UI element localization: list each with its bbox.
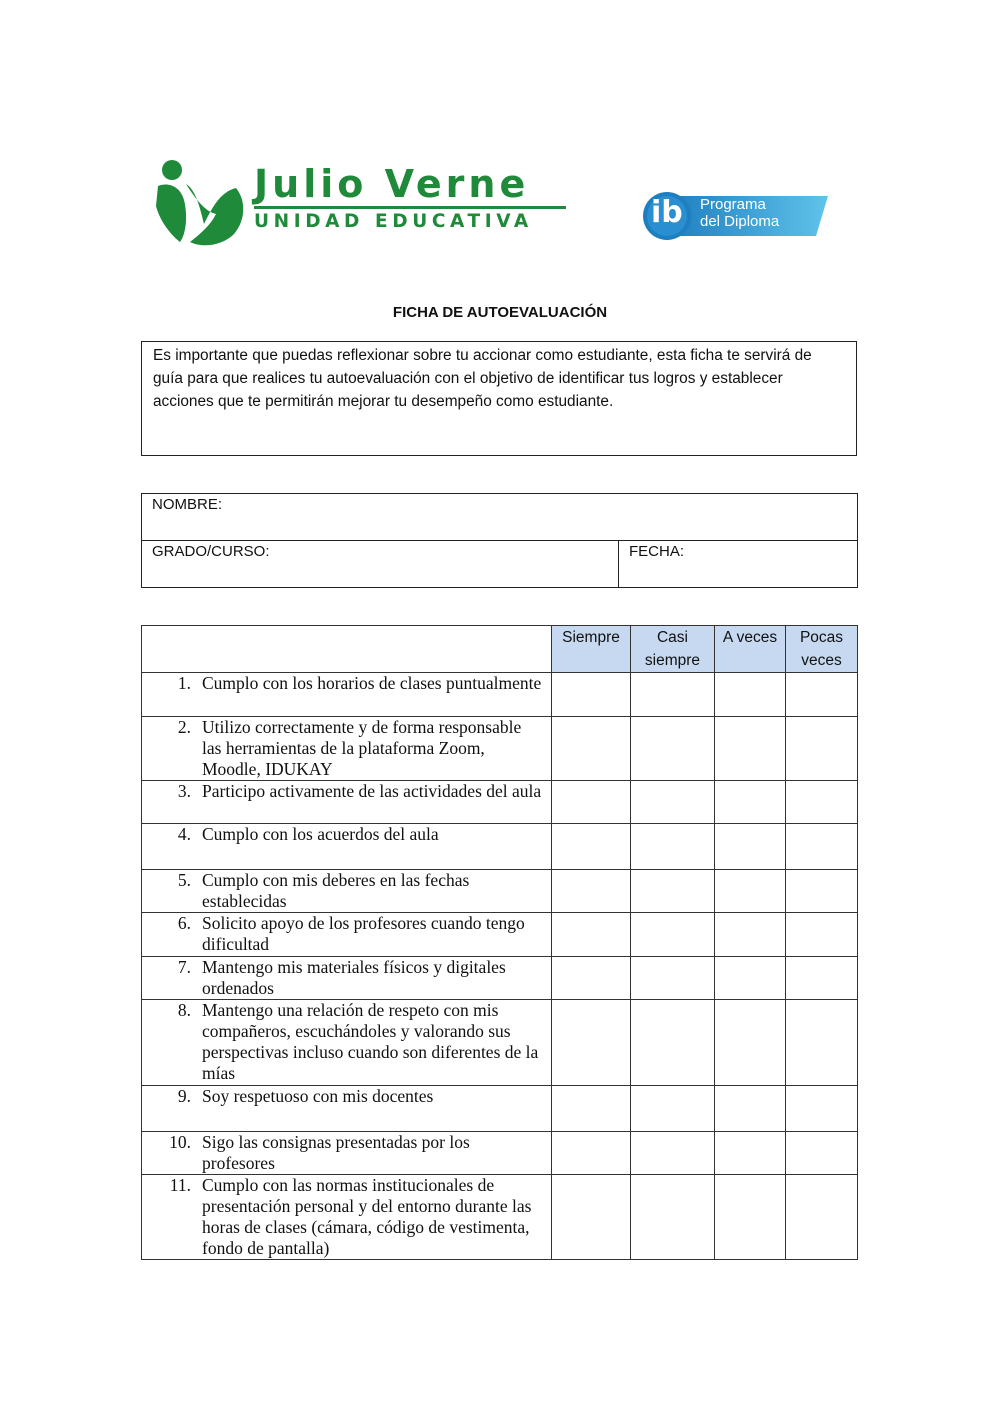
ib-line-1: Programa — [700, 196, 766, 213]
statement-cell — [142, 1000, 552, 1086]
option-cell-a-veces[interactable] — [715, 717, 786, 781]
table-row — [142, 673, 858, 717]
option-cell-siempre[interactable] — [552, 673, 631, 717]
row-text: Sigo las consignas presentadas por los profesores — [202, 1132, 470, 1173]
student-info-table — [141, 493, 858, 588]
option-cell-siempre[interactable] — [552, 870, 631, 913]
row-number: 3. — [177, 781, 191, 801]
statement-cell — [142, 913, 552, 957]
option-cell-a-veces[interactable] — [715, 1000, 786, 1086]
option-cell-a-veces[interactable] — [715, 957, 786, 1000]
row-text: Mantengo mis materiales físicos y digitales ordenados — [202, 957, 506, 998]
option-cell-pocas-veces[interactable] — [786, 913, 858, 957]
row-text: Solicito apoyo de los profesores cuando tengo dificultad — [202, 913, 525, 954]
option-cell-pocas-veces[interactable] — [786, 673, 858, 717]
option-cell-casi-siempre[interactable] — [631, 870, 715, 913]
row-number: 11. — [169, 1175, 191, 1195]
name-label: NOMBRE: — [152, 496, 223, 513]
table-row — [142, 957, 858, 1000]
logo-rule — [254, 206, 566, 209]
ib-program-text — [700, 196, 779, 230]
option-cell-casi-siempre[interactable] — [631, 957, 715, 1000]
table-header-row — [142, 626, 858, 673]
option-cell-casi-siempre[interactable] — [631, 1132, 715, 1175]
row-number: 5. — [177, 870, 191, 890]
option-cell-a-veces[interactable] — [715, 1132, 786, 1175]
statement-cell — [142, 1086, 552, 1132]
option-cell-siempre[interactable] — [552, 957, 631, 1000]
table-row — [142, 1132, 858, 1175]
table-row — [142, 717, 858, 781]
intro-box — [141, 341, 857, 456]
ib-line-2: del Diploma — [700, 213, 780, 230]
option-cell-pocas-veces[interactable] — [786, 1000, 858, 1086]
ib-logo — [640, 190, 830, 242]
row-number: 6. — [177, 913, 191, 933]
col-header-casi-siempre: Casi siempre — [631, 626, 715, 673]
option-cell-a-veces[interactable] — [715, 870, 786, 913]
option-cell-siempre[interactable] — [552, 1000, 631, 1086]
school-subtitle: UNIDAD EDUCATIVA — [254, 211, 533, 232]
row-number: 2. — [177, 717, 191, 737]
col-header-a-veces: A veces — [715, 626, 786, 673]
option-cell-pocas-veces[interactable] — [786, 717, 858, 781]
option-cell-a-veces[interactable] — [715, 1175, 786, 1260]
option-cell-a-veces[interactable] — [715, 1086, 786, 1132]
option-cell-casi-siempre[interactable] — [631, 717, 715, 781]
option-cell-casi-siempre[interactable] — [631, 673, 715, 717]
option-cell-pocas-veces[interactable] — [786, 781, 858, 824]
col-header-siempre: Siempre — [552, 626, 631, 673]
row-number: 4. — [177, 824, 191, 844]
statement-cell — [142, 1175, 552, 1260]
date-field[interactable] — [619, 541, 858, 588]
option-cell-a-veces[interactable] — [715, 673, 786, 717]
row-text: Mantengo una relación de respeto con mis compañeros, escuchándoles y valorando sus perspectivas incluso cuando son diferentes de la mías — [202, 1000, 539, 1083]
option-cell-casi-siempre[interactable] — [631, 1175, 715, 1260]
row-text: Cumplo con mis deberes en las fechas establecidas — [202, 870, 470, 911]
option-cell-siempre[interactable] — [552, 1175, 631, 1260]
option-cell-siempre[interactable] — [552, 1086, 631, 1132]
page-title: FICHA DE AUTOEVALUACIÓN — [392, 304, 608, 321]
statement-cell — [142, 673, 552, 717]
school-name: Julio Verne — [254, 162, 530, 206]
school-logo-mark-icon — [150, 156, 248, 248]
table-row — [142, 781, 858, 824]
statement-header — [142, 626, 552, 673]
option-cell-pocas-veces[interactable] — [786, 824, 858, 870]
statement-cell — [142, 717, 552, 781]
statement-cell — [142, 1132, 552, 1175]
self-assessment-table — [141, 625, 858, 1260]
option-cell-pocas-veces[interactable] — [786, 957, 858, 1000]
row-number: 8. — [177, 1000, 191, 1020]
table-row — [142, 1175, 858, 1260]
option-cell-siempre[interactable] — [552, 1132, 631, 1175]
row-text: Soy respetuoso con mis docentes — [202, 1086, 434, 1106]
option-cell-casi-siempre[interactable] — [631, 781, 715, 824]
row-text: Utilizo correctamente y de forma responsable las herramientas de la plataforma Zoom, Moodle, IDUKAY — [202, 717, 522, 779]
row-number: 7. — [177, 957, 191, 977]
option-cell-a-veces[interactable] — [715, 824, 786, 870]
option-cell-pocas-veces[interactable] — [786, 1132, 858, 1175]
grade-field[interactable] — [142, 541, 619, 588]
option-cell-casi-siempre[interactable] — [631, 1000, 715, 1086]
option-cell-siempre[interactable] — [552, 717, 631, 781]
statement-cell — [142, 957, 552, 1000]
option-cell-casi-siempre[interactable] — [631, 1086, 715, 1132]
option-cell-siempre[interactable] — [552, 824, 631, 870]
option-cell-casi-siempre[interactable] — [631, 824, 715, 870]
col-header-pocas-veces: Pocas veces — [786, 626, 858, 673]
table-row — [142, 1000, 858, 1086]
table-row — [142, 870, 858, 913]
row-text: Cumplo con los acuerdos del aula — [202, 824, 439, 844]
row-text: Cumplo con las normas institucionales de presentación personal y del entorno durante las horas de clases (cámara, código de vestimenta, fondo de pantalla) — [202, 1175, 532, 1258]
grade-label: GRADO/CURSO: — [152, 543, 270, 560]
statement-cell — [142, 870, 552, 913]
date-label: FECHA: — [629, 543, 685, 560]
option-cell-a-veces[interactable] — [715, 781, 786, 824]
option-cell-siempre[interactable] — [552, 913, 631, 957]
statement-cell — [142, 824, 552, 870]
table-row — [142, 824, 858, 870]
table-row — [142, 1086, 858, 1132]
option-cell-a-veces[interactable] — [715, 913, 786, 957]
row-number: 1. — [177, 673, 191, 693]
option-cell-casi-siempre[interactable] — [631, 913, 715, 957]
table-row — [142, 913, 858, 957]
option-cell-siempre[interactable] — [552, 781, 631, 824]
name-field[interactable] — [142, 494, 858, 541]
ib-mark: ib — [651, 195, 683, 230]
row-text: Participo activamente de las actividades del aula — [202, 781, 542, 801]
statement-cell — [142, 781, 552, 824]
row-number: 9. — [177, 1086, 191, 1106]
option-cell-pocas-veces[interactable] — [786, 870, 858, 913]
row-text: Cumplo con los horarios de clases puntualmente — [202, 673, 542, 693]
option-cell-pocas-veces[interactable] — [786, 1175, 858, 1260]
intro-text: Es importante que puedas reflexionar sobre tu accionar como estudiante, esta ficha te servirá de guía para que realices tu autoevaluación con el objetivo de identificar tus logros y establecer acciones que te permitirán mejorar tu desempeño como estudiante. — [153, 347, 812, 410]
row-number: 10. — [169, 1132, 191, 1152]
school-logo — [150, 156, 570, 248]
option-cell-pocas-veces[interactable] — [786, 1086, 858, 1132]
